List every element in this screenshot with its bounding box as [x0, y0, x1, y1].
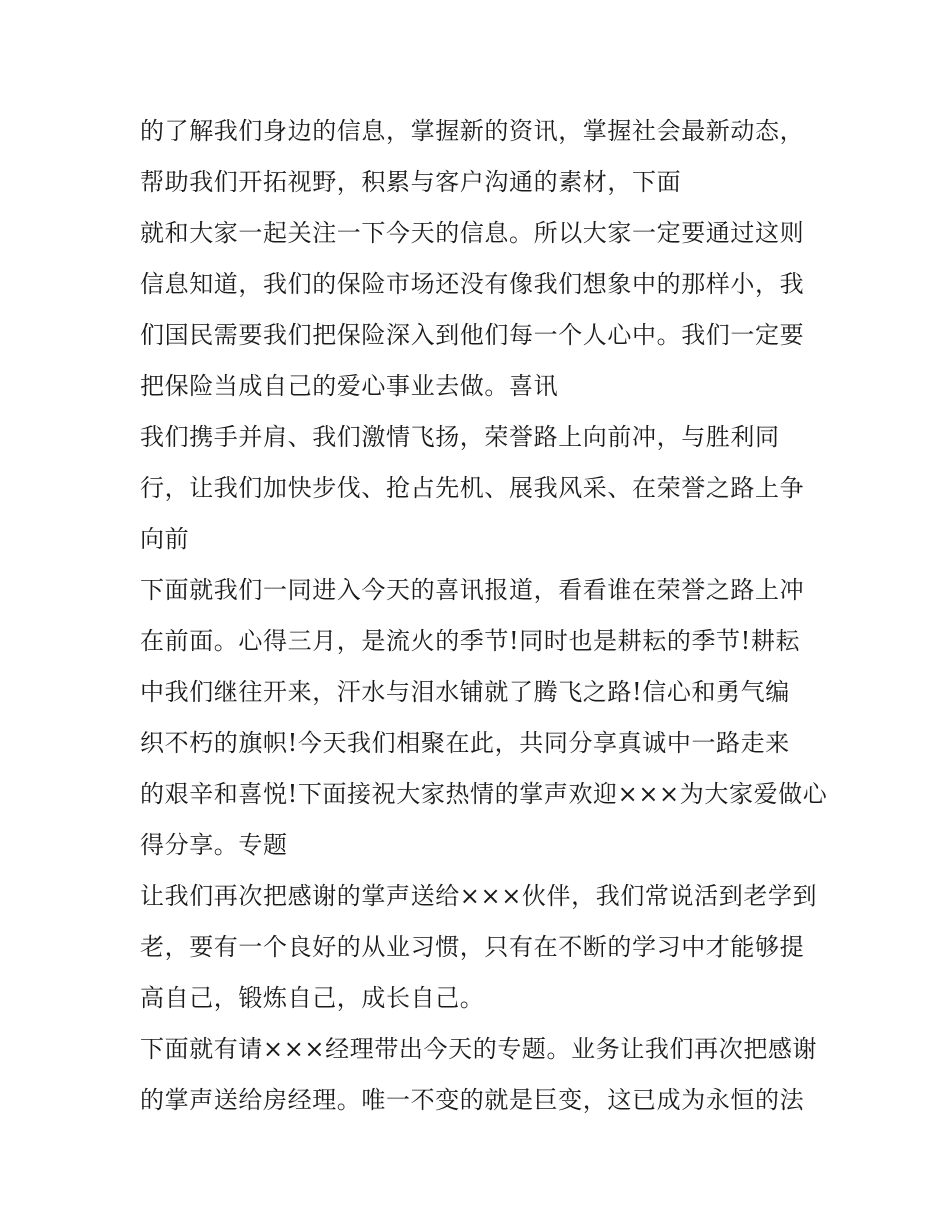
text-line: 的了解我们身边的信息，掌握新的资讯，掌握社会最新动态，	[140, 117, 805, 145]
text-line: 我们携手并肩、我们激情飞扬，荣誉路上向前冲，与胜利同	[140, 423, 780, 451]
body-text	[140, 106, 830, 1126]
text-line: 得分享。专题	[140, 831, 288, 859]
text-line: 下面就我们一同进入今天的喜讯报道，看看谁在荣誉之路上冲	[140, 576, 805, 604]
text-line: 高自己，锻炼自己，成长自己。	[140, 984, 485, 1012]
text-line: 行，让我们加快步伐、抢占先机、展我风采、在荣誉之路上争	[140, 474, 805, 502]
text-line: 向前	[140, 525, 190, 553]
text-line: 帮助我们开拓视野，积累与客户沟通的素材，下面	[140, 168, 682, 196]
text-line: 信息知道，我们的保险市场还没有像我们想象中的那样小，我	[140, 270, 805, 298]
text-line: 的掌声送给房经理。唯一不变的就是巨变，这已成为永恒的法	[140, 1086, 805, 1114]
text-line: 们国民需要我们把保险深入到他们每一个人心中。我们一定要	[140, 321, 805, 349]
text-line: 在前面。心得三月，是流火的季节!同时也是耕耘的季节!耕耘	[140, 627, 801, 655]
text-line: 把保险当成自己的爱心事业去做。喜讯	[140, 372, 559, 400]
text-line: 让我们再次把感谢的掌声送给×××伙伴，我们常说活到老学到	[140, 882, 818, 910]
text-line: 中我们继往开来，汗水与泪水铺就了腾飞之路!信心和勇气编	[140, 678, 790, 706]
text-line: 下面就有请×××经理带出今天的专题。业务让我们再次把感谢	[140, 1035, 818, 1063]
text-line: 就和大家一起关注一下今天的信息。所以大家一定要通过这则	[140, 219, 805, 247]
text-line: 的艰辛和喜悦!下面接祝大家热情的掌声欢迎×××为大家爱做心	[140, 780, 828, 808]
text-line: 老，要有一个良好的从业习惯，只有在不断的学习中才能够提	[140, 933, 805, 961]
text-line: 织不朽的旗帜!今天我们相聚在此，共同分享真诚中一路走来	[140, 729, 790, 757]
